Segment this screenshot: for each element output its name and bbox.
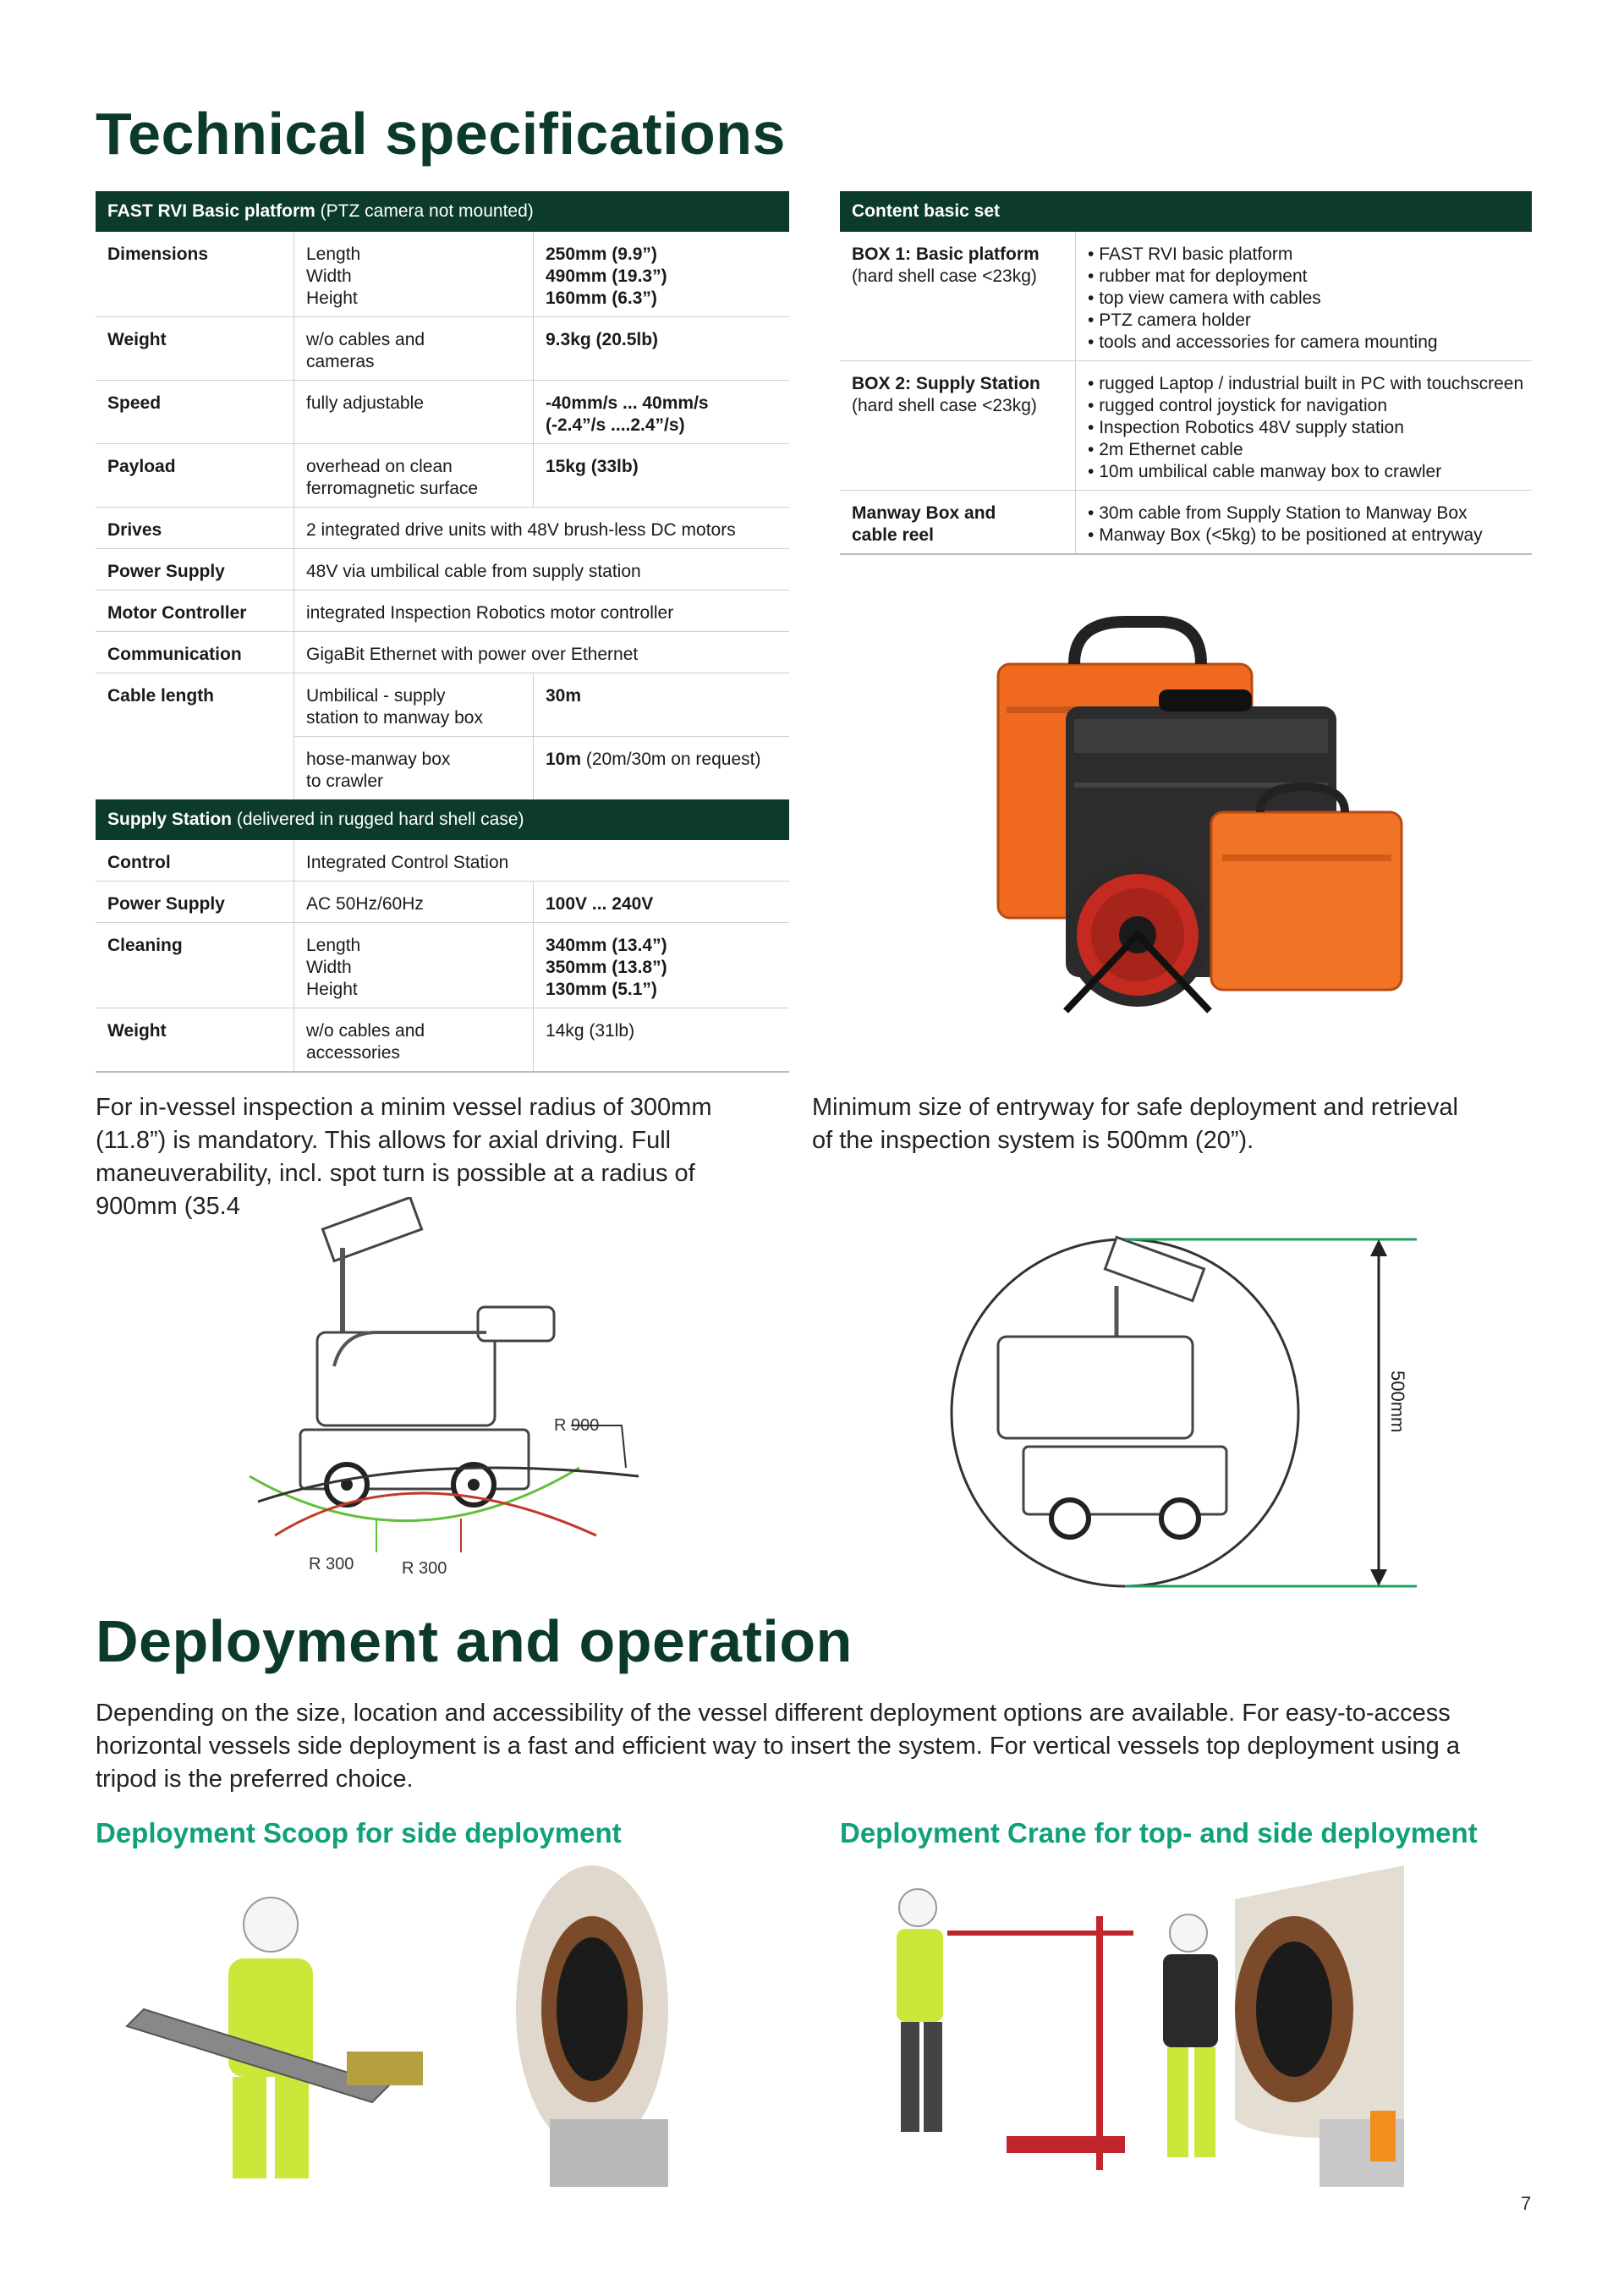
content-items — [1076, 232, 1533, 361]
spec-mid: Length Width Height — [294, 923, 534, 1008]
table-row — [840, 361, 1532, 491]
table-row — [96, 923, 789, 1008]
table-row — [96, 882, 789, 923]
table-row — [96, 673, 789, 737]
content-header: Content basic set — [840, 191, 1532, 232]
spec-span: Integrated Control Station — [294, 840, 790, 882]
spec-label: Cleaning — [96, 923, 294, 1008]
table-row — [96, 508, 789, 549]
list-item: • Inspection Robotics 48V supply station — [1088, 417, 1525, 439]
spec-label: Communication — [96, 632, 294, 673]
spec-mid: overhead on clean ferromagnetic surface — [294, 444, 534, 508]
hard-shell-cases-image — [990, 613, 1404, 1019]
table-row — [840, 491, 1532, 555]
spec-mid: Length Width Height — [294, 232, 534, 317]
spec-value: 9.3kg (20.5lb) — [534, 317, 790, 381]
spec-value: 15kg (33lb) — [534, 444, 790, 508]
dimension-500mm-label: 500mm — [1387, 1370, 1408, 1433]
list-item: • 30m cable from Supply Station to Manway Box — [1088, 503, 1525, 525]
spec-label: Cable length — [107, 686, 215, 706]
spec-mid: AC 50Hz/60Hz — [294, 882, 534, 923]
page-title: Technical specifications — [96, 101, 786, 167]
spec-label: Power Supply — [96, 882, 294, 923]
deployment-paragraph: Depending on the size, location and accessibility of the vessel different deployment options are available. For easy-to-access horizontal vessels side deployment is a fast and efficient way to insert the system. For vertical vessels top deployment using a tripod is the preferred choice. — [96, 1700, 1460, 1793]
vessel-radius-paragraph: For in-vessel inspection a minim vessel radius of 300mm (11.8”) is mandatory. This allows for axial driving. Full maneuverability, incl. spot turn is possible at a radius of 900mm (35.4 — [96, 1094, 712, 1220]
list-item: • Manway Box (<5kg) to be positioned at entryway — [1088, 525, 1525, 547]
spec-header-bold: FAST RVI Basic platform — [107, 201, 315, 221]
spec-value: 340mm (13.4”) 350mm (13.8”) 130mm (5.1”) — [534, 923, 790, 1008]
spec-value: 250mm (9.9”) 490mm (19.3”) 160mm (6.3”) — [534, 232, 790, 317]
r300-label-b: R 300 — [402, 1559, 447, 1578]
deployment-title: Deployment and operation — [96, 1608, 853, 1674]
list-item: • top view camera with cables — [1088, 288, 1525, 310]
crane-subheading: Deployment Crane for top- and side deployment — [840, 1817, 1478, 1848]
table-row — [96, 549, 789, 590]
spec-label: Speed — [96, 381, 294, 444]
deployment-scoop-photo — [118, 1865, 668, 2187]
spec-span: integrated Inspection Robotics motor controller — [294, 590, 790, 632]
supply-header — [96, 799, 789, 840]
list-item: • 10m umbilical cable manway box to crawler — [1088, 461, 1525, 483]
spec-header — [96, 191, 789, 232]
table-row — [96, 444, 789, 508]
spec-table-left — [96, 191, 789, 1073]
list-item: • rugged Laptop / industrial built in PC with touchscreen — [1088, 373, 1525, 395]
spec-mid: Umbilical - supply station to manway box — [294, 673, 534, 737]
table-row — [840, 232, 1532, 361]
list-item: • PTZ camera holder — [1088, 310, 1525, 332]
spec-value: 14kg (31lb) — [534, 1008, 790, 1073]
spec-value: -40mm/s ... 40mm/s (-2.4”/s ....2.4”/s) — [534, 381, 790, 444]
spec-span: GigaBit Ethernet with power over Ethernet — [294, 632, 790, 673]
supply-header-rest: (delivered in rugged hard shell case) — [232, 810, 524, 829]
supply-table — [96, 840, 789, 1073]
spec-label: Dimensions — [96, 232, 294, 317]
table-row — [96, 632, 789, 673]
list-item: • rugged control joystick for navigation — [1088, 395, 1525, 417]
crawler-radius-diagram — [241, 1197, 647, 1586]
content-table — [840, 191, 1532, 555]
content-list — [840, 232, 1532, 555]
table-row — [96, 840, 789, 882]
content-box-title: BOX 2: Supply Station (hard shell case <23kg) — [840, 361, 1076, 491]
spec-mid: w/o cables and accessories — [294, 1008, 534, 1073]
table-row — [96, 1008, 789, 1073]
list-item: • FAST RVI basic platform — [1088, 244, 1525, 266]
scoop-subheading: Deployment Scoop for side deployment — [96, 1817, 622, 1848]
table-row — [96, 590, 789, 632]
spec-label: Power Supply — [96, 549, 294, 590]
content-box-title: BOX 1: Basic platform (hard shell case <23kg) — [840, 232, 1076, 361]
spec-label: Drives — [96, 508, 294, 549]
supply-header-bold: Supply Station — [107, 810, 232, 829]
content-items — [1076, 491, 1533, 555]
spec-value: 100V ... 240V — [534, 882, 790, 923]
spec-mid: w/o cables and cameras — [294, 317, 534, 381]
spec-mid: fully adjustable — [294, 381, 534, 444]
spec-label: Weight — [96, 1008, 294, 1073]
deployment-crane-photo — [880, 1865, 1404, 2187]
spec-value: 10m (20m/30m on request) — [534, 737, 790, 800]
spec-label: Weight — [96, 317, 294, 381]
list-item: • 2m Ethernet cable — [1088, 439, 1525, 461]
table-row — [96, 317, 789, 381]
content-box-title: Manway Box and cable reel — [840, 491, 1076, 555]
spec-table — [96, 232, 789, 799]
page-number: 7 — [1521, 2193, 1532, 2214]
entryway-paragraph: Minimum size of entryway for safe deployment and retrieval of the inspection system is 500mm (20”). — [812, 1094, 1458, 1154]
table-row — [96, 381, 789, 444]
table-row — [96, 232, 789, 317]
spec-label: Payload — [96, 444, 294, 508]
spec-label: Control — [96, 840, 294, 882]
spec-value: 30m — [534, 673, 790, 737]
spec-label: Motor Controller — [96, 590, 294, 632]
list-item: • tools and accessories for camera mounting — [1088, 332, 1525, 354]
spec-span: 2 integrated drive units with 48V brush-less DC motors — [294, 508, 790, 549]
spec-span: 48V via umbilical cable from supply station — [294, 549, 790, 590]
r300-label-a: R 300 — [309, 1555, 354, 1574]
content-items — [1076, 361, 1533, 491]
spec-header-rest: (PTZ camera not mounted) — [315, 201, 534, 221]
entryway-diagram — [947, 1235, 1421, 1590]
spec-mid: hose-manway box to crawler — [294, 737, 534, 800]
r900-label: R 900 — [554, 1416, 600, 1435]
list-item: • rubber mat for deployment — [1088, 266, 1525, 288]
